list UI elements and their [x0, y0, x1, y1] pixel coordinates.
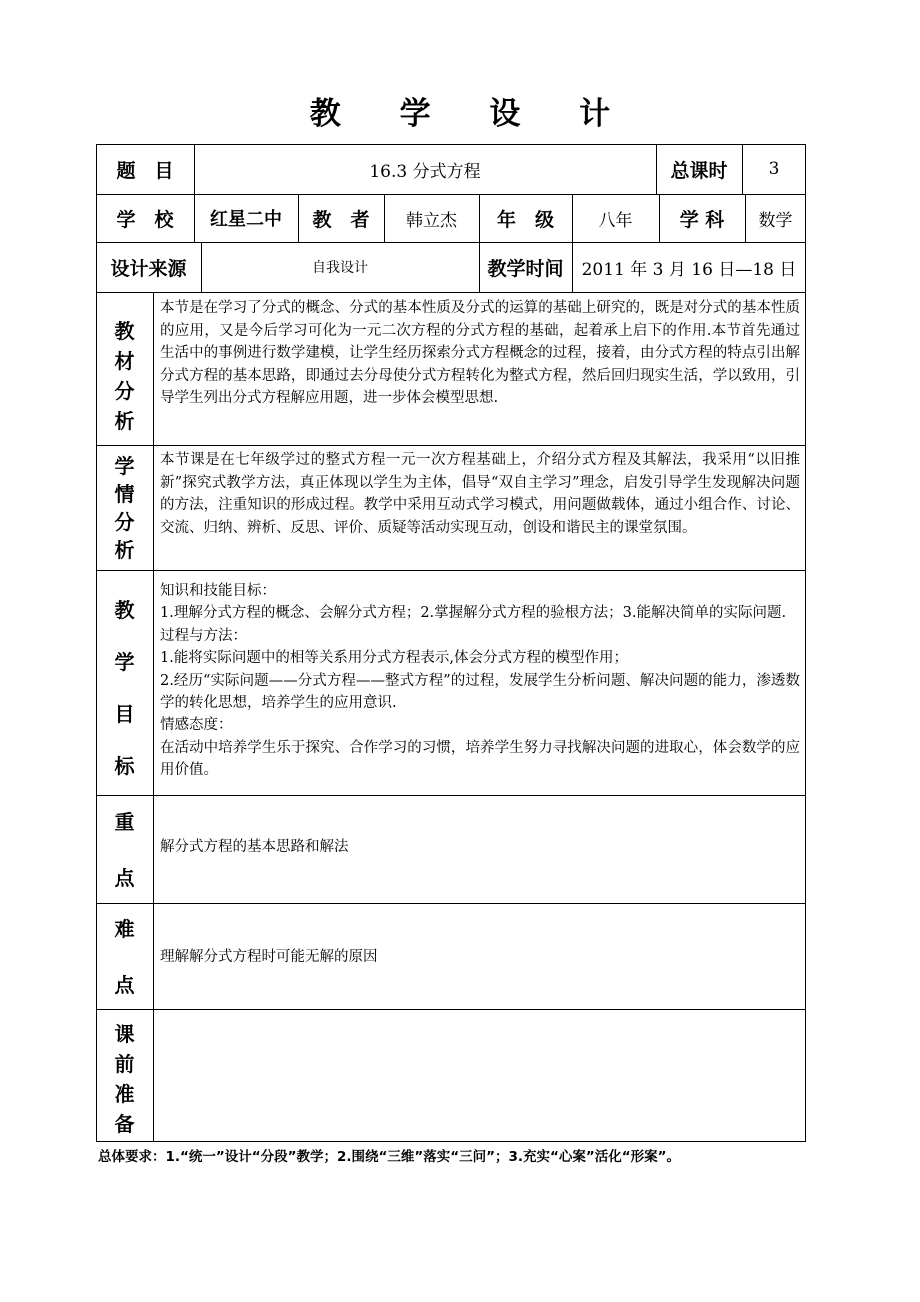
label-char: 难	[114, 917, 135, 941]
col-divider	[153, 292, 154, 1142]
topic-label: 题 目	[116, 159, 174, 182]
key-points-label	[96, 808, 153, 892]
source-value: 自我设计	[312, 260, 368, 276]
material-analysis-text: 本节是在学习了分式的概念、分式的基本性质及分式的运算的基础上研究的，既是对分式的基本性质的应用，又是今后学习可化为一元二次方程的分式方程的基础，起着承上启下的作用.本节首先通过生活中的事例进行数学建模，让学生经历探索分式方程概念的过程，接着，由分式方程的特点引出解分式方程的基本思路，即通过去分母使分式方程转化为整式方程，然后回归现实生活，学以致用，引导学生列出分式方程解应用题，进一步体会模型思想.	[160, 300, 800, 407]
hours-value: 3	[768, 159, 780, 179]
label-char: 情	[114, 482, 135, 506]
time-value: 2011 年 3 月 16 日—18 日	[581, 259, 797, 280]
goal-line: 2.经历“实际问题——分式方程——整式方程”的过程，发展学生分析问题、解决问题的能力，渗透数学的转化思想，培养学生的应用意识.	[160, 672, 800, 712]
label-char: 点	[114, 866, 135, 890]
overall-requirements: 总体要求：1.“统一”设计“分段”教学；2.围绕“三维”落实“三问”；3.充实“心案”活化“形案”。	[98, 1149, 681, 1165]
label-char: 析	[114, 409, 135, 433]
label-char: 教	[114, 319, 135, 343]
teacher-label: 教 者	[312, 208, 370, 231]
teaching-goals-label	[96, 584, 153, 792]
grade-label: 年 级	[496, 208, 554, 231]
time-label: 教学时间	[487, 257, 564, 280]
label-char: 分	[114, 510, 135, 534]
row-divider	[96, 795, 806, 796]
key-points-text: 解分式方程的基本思路和解法	[160, 839, 349, 855]
goal-line: 1.理解分式方程的概念、会解分式方程；2.掌握解分式方程的验根方法；3.能解决简单的实际问题.	[160, 605, 787, 622]
school-label: 学 校	[116, 208, 174, 231]
label-char: 分	[114, 379, 135, 403]
label-char: 析	[114, 538, 135, 562]
label-char: 材	[114, 349, 135, 373]
label-char: 备	[114, 1112, 135, 1136]
label-char: 课	[114, 1022, 135, 1046]
teacher-value: 韩立杰	[406, 210, 457, 231]
subject-value: 数学	[758, 210, 793, 231]
label-char: 学	[114, 650, 135, 674]
label-char: 学	[114, 454, 135, 478]
school-value: 红星二中	[210, 209, 282, 230]
subject-label: 学 科	[679, 208, 725, 231]
goal-line: 过程与方法：	[160, 627, 247, 644]
difficulties-text: 理解解分式方程时可能无解的原因	[160, 949, 378, 965]
page-title: 教 学 设 计	[309, 96, 635, 132]
student-analysis-label	[96, 452, 153, 564]
grade-value: 八年	[598, 210, 633, 231]
topic-value: 16.3 分式方程	[369, 161, 481, 182]
student-analysis-text: 本节课是在七年级学过的整式方程一元一次方程基础上，介绍分式方程及其解法，我采用“以旧推新”探究式教学方法，真正体现以学生为主体，倡导“双自主学习”理念，启发引导学生发现解决问题的方法，注重知识的形成过程。教学中采用互动式学习模式，用问题做载体，通过小组合作、讨论、交流、归纳、辨析、反思、评价、质疑等活动实现互动，创设和谐民主的课堂氛围。	[160, 452, 800, 536]
goal-line: 知识和技能目标：	[160, 583, 276, 599]
hours-label: 总课时	[670, 159, 728, 182]
label-char: 前	[114, 1052, 135, 1076]
source-label: 设计来源	[110, 257, 187, 280]
row-divider	[96, 570, 806, 571]
label-char: 目	[114, 702, 135, 726]
goal-line: 在活动中培养学生乐于探究、合作学习的习惯，培养学生努力寻找解决问题的进取心，体会数学的应用价值。	[160, 739, 800, 779]
label-char: 点	[114, 973, 135, 997]
row-divider	[96, 903, 806, 904]
row-divider	[96, 292, 806, 293]
row-divider	[96, 445, 806, 446]
label-char: 重	[114, 810, 135, 834]
label-char: 准	[114, 1082, 135, 1106]
goal-line: 1.能将实际问题中的相等关系用分式方程表示,体会分式方程的模型作用；	[160, 650, 628, 667]
teaching-goals-text	[160, 580, 800, 782]
material-analysis-label	[96, 316, 153, 436]
label-char: 教	[114, 598, 135, 622]
preparation-label	[96, 1019, 153, 1139]
difficulties-label	[96, 915, 153, 999]
label-char: 标	[114, 754, 135, 778]
goal-line: 情感态度：	[160, 717, 233, 734]
row-divider	[96, 1009, 806, 1010]
